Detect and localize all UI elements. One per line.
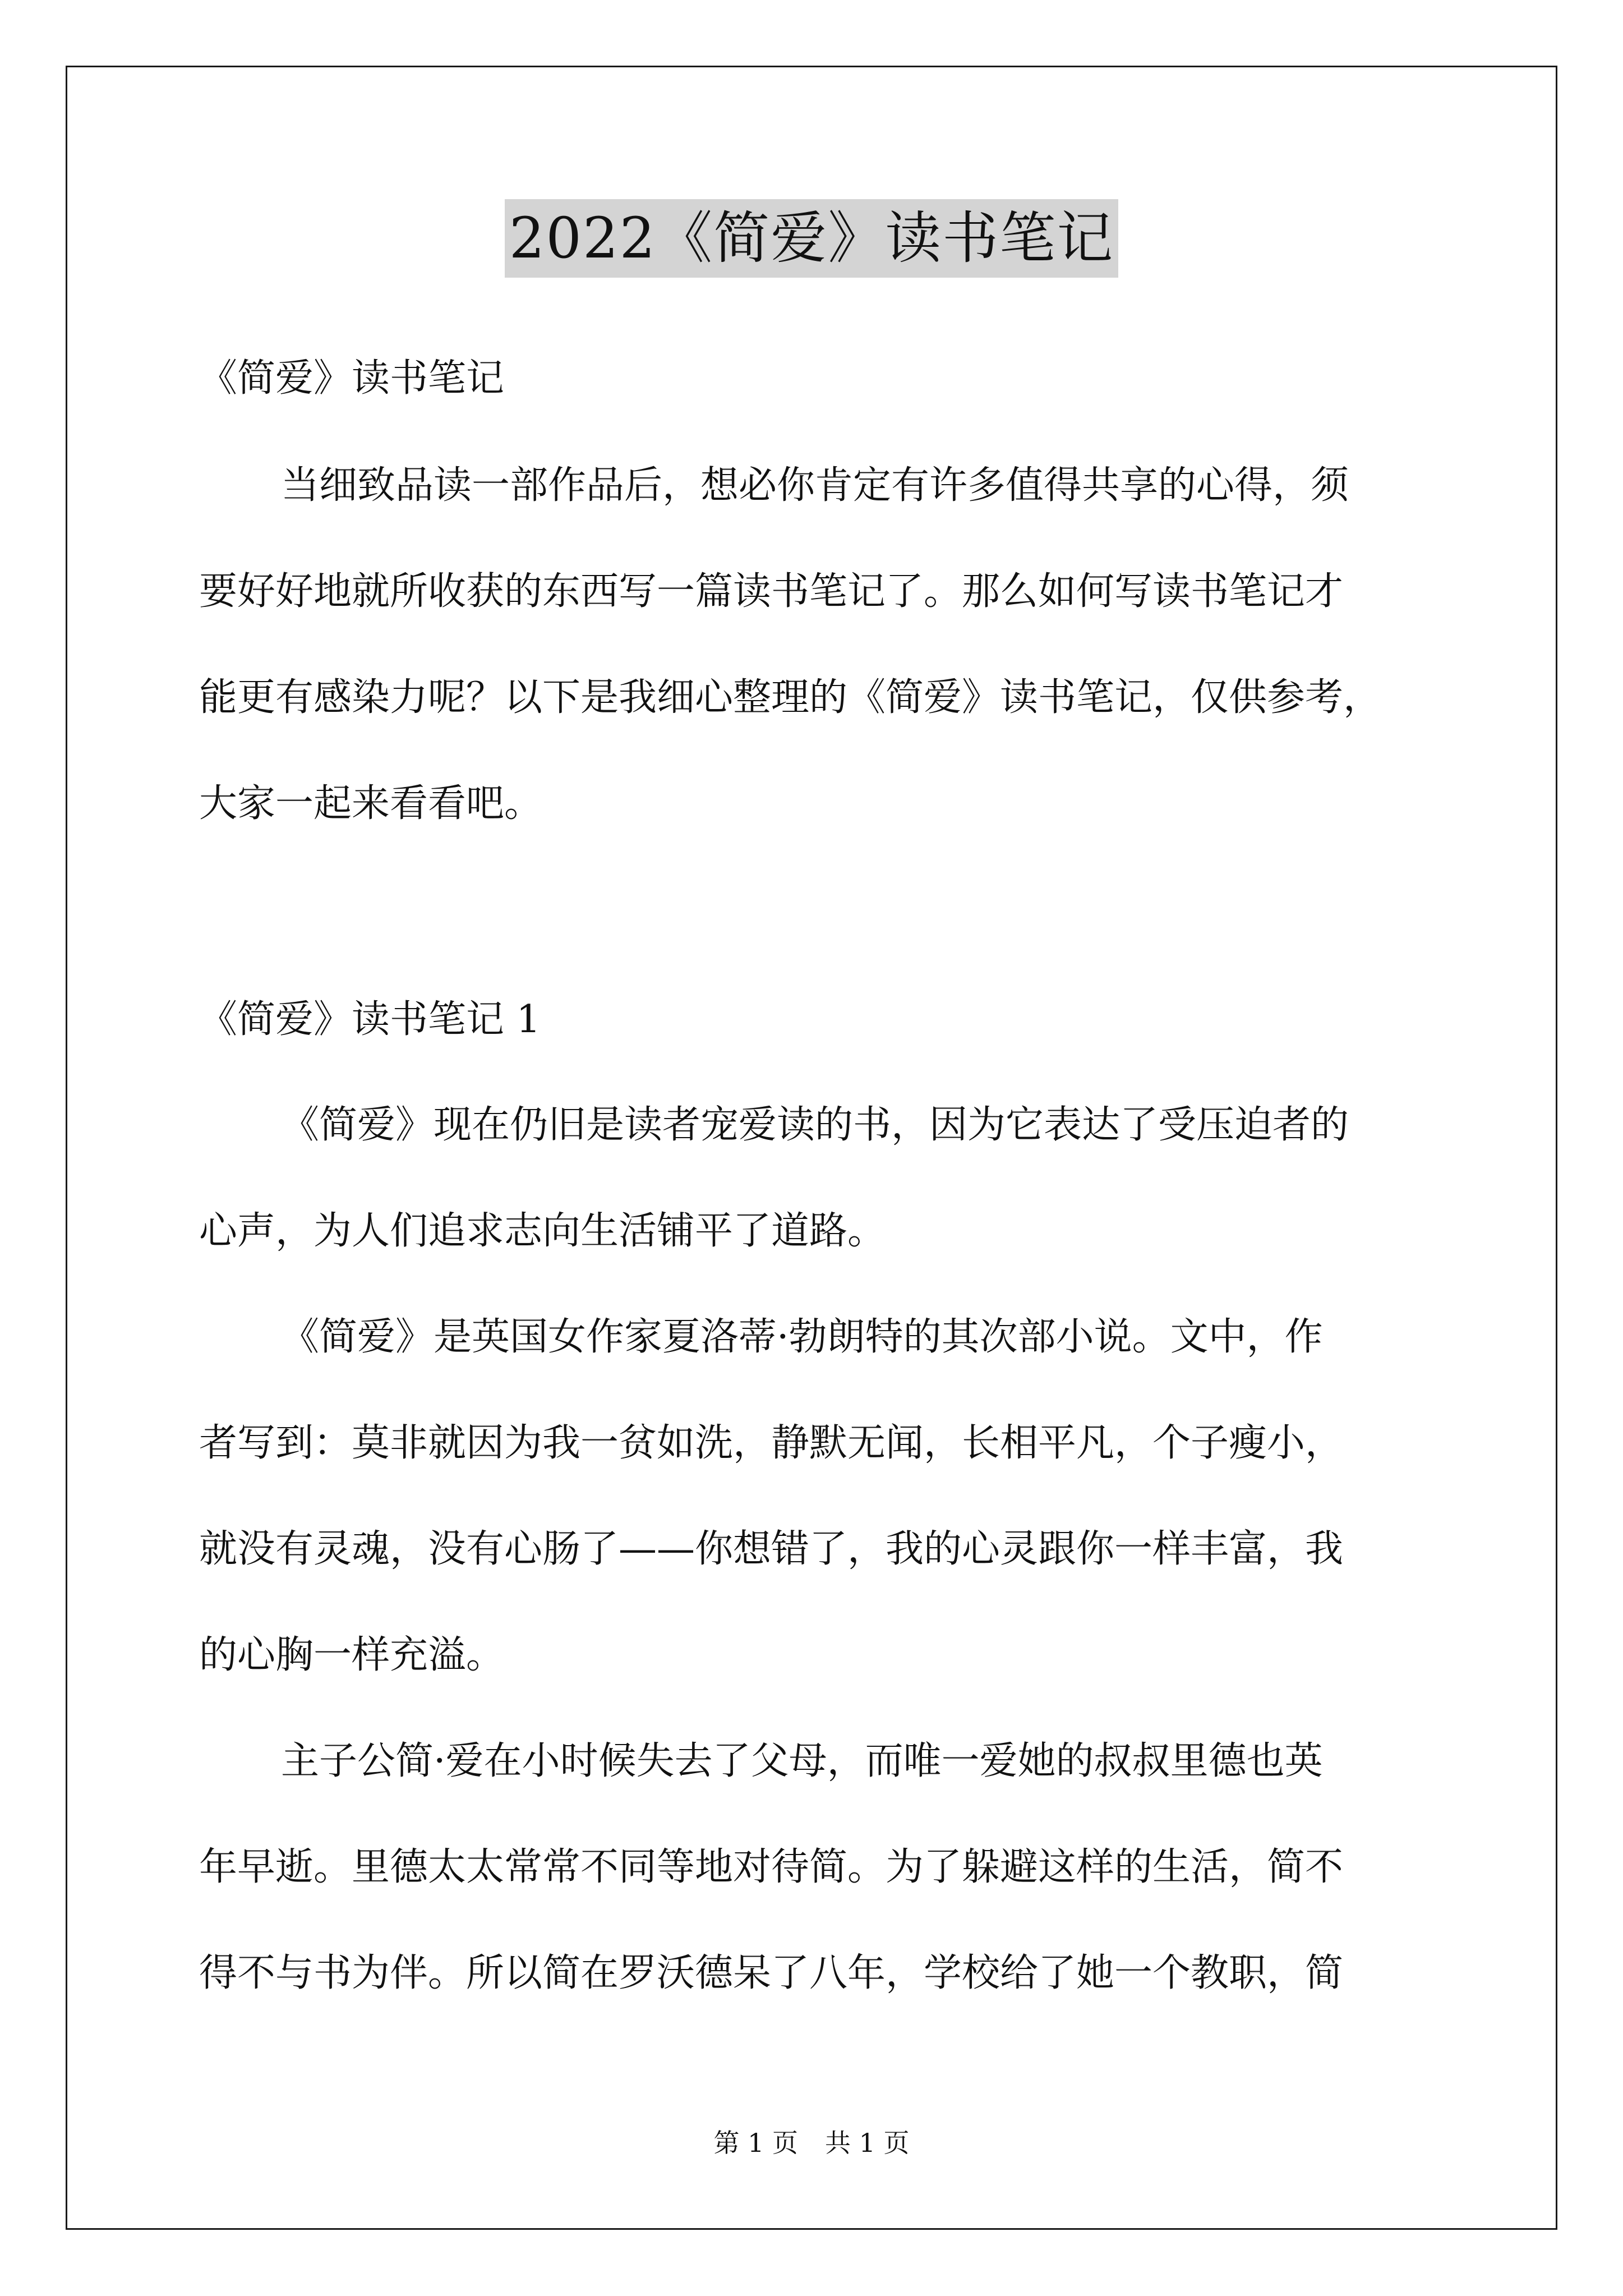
intro-line: 能更有感染力呢？以下是我细心整理的《简爱》读书笔记，仅供参考，	[199, 675, 1382, 720]
section1-para2-line: 就没有灵魂，没有心肠了——你想错了，我的心灵跟你一样丰富，我	[199, 1527, 1344, 1571]
section1-para3-line: 主子公简·爱在小时候失去了父母，而唯一爱她的叔叔里德也英	[281, 1739, 1323, 1783]
page-number-current: 第 1 页	[713, 2128, 798, 2158]
page-footer	[0, 2126, 1623, 2160]
document-title: 2022《简爱》读书笔记	[505, 199, 1119, 278]
section1-para2-line: 者写到：莫非就因为我一贫如洗，静默无闻，长相平凡，个子瘦小，	[199, 1421, 1344, 1465]
intro-line: 要好好地就所收获的东西写一篇读书笔记了。那么如何写读书笔记才	[199, 569, 1344, 614]
section1-para1-line: 《简爱》现在仍旧是读者宠爱读的书，因为它表达了受压迫者的	[281, 1103, 1349, 1147]
section1-para3-line: 得不与书为伴。所以简在罗沃德呆了八年，学校给了她一个教职，简	[199, 1951, 1344, 1995]
page-number-total: 共 1 页	[825, 2128, 910, 2158]
section1-para2-line: 《简爱》是英国女作家夏洛蒂·勃朗特的其次部小说。文中，作	[281, 1315, 1323, 1359]
intro-line: 大家一起来看看吧。	[199, 781, 543, 826]
intro-heading: 《简爱》读书笔记	[199, 356, 505, 401]
intro-line: 当细致品读一部作品后，想必你肯定有许多值得共享的心得，须	[281, 463, 1349, 508]
section1-para1-line: 心声，为人们追求志向生活铺平了道路。	[199, 1209, 886, 1253]
section1-heading: 《简爱》读书笔记 1	[199, 997, 541, 1042]
section1-para2-line: 的心胸一样充溢。	[199, 1633, 505, 1677]
title-container	[0, 199, 1623, 278]
section1-para3-line: 年早逝。里德太太常常不同等地对待简。为了躲避这样的生活，简不	[199, 1845, 1344, 1889]
